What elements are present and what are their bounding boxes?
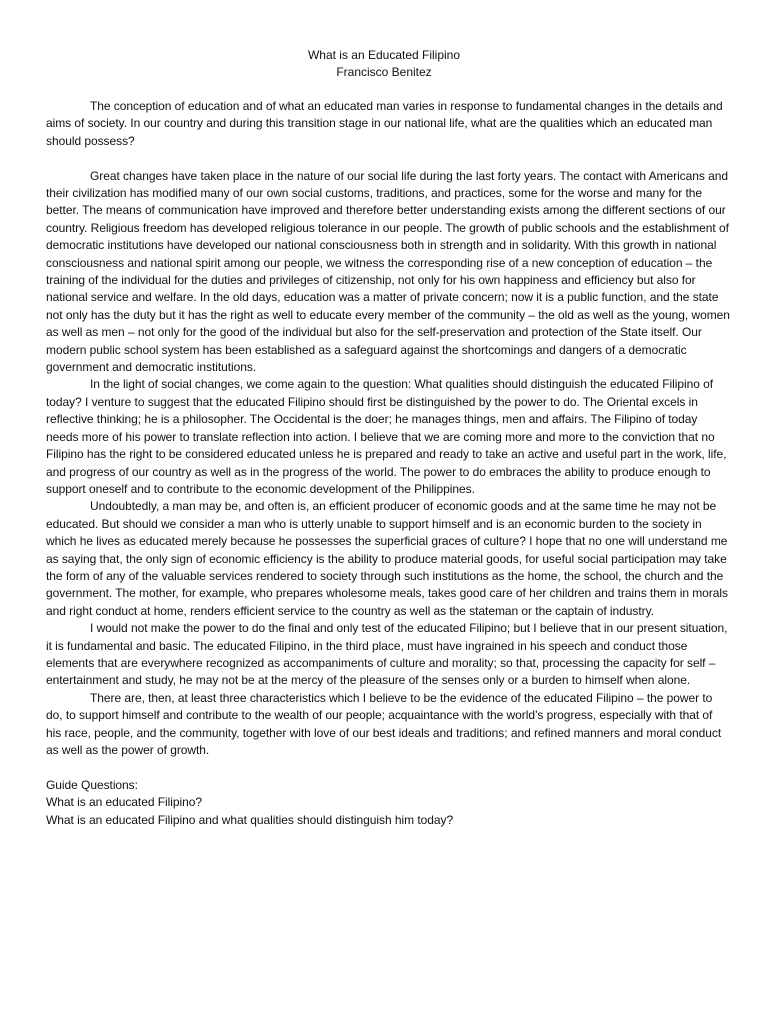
paragraph-social-changes: Great changes have taken place in the nature of our social life during the last forty years. The contact with Americans and their civilization has modified many of our own social customs, traditions, and practices, some for the worse and many for the better. The means of communication have improved and therefore better understanding exists among the different sections of our country. Religious freedom has developed religious tolerance in our people. The growth of public schools and the establishment of democratic institutions have developed our national consciousness both in strength and in solidarity. With this growth in national consciousness and national spirit among our people, we witness the corresponding rise of a new conception of education – the training of the individual for the duties and privileges of citizenship, not only for his own happiness and efficiency but also for national service and welfare. In the old days, education was a matter of private concern; now it is a public function, and the state not only has the duty but it has the right as well to educate every member of the community – the old as well as the young, women as well as men – not only for the good of the individual but also for the self-preservation and protection of the State itself. Our modern public school system has been established as a safeguard against the shortcomings and dangers of a democratic government and democratic institutions. <box>46 168 730 375</box>
guide-question: What is an educated Filipino? <box>46 795 202 810</box>
paragraph-three-characteristics: There are, then, at least three characteristics which I believe to be the evidence of the educated Filipino – the power to do, to support himself and contribute to the wealth of our people; acquaintance with the world’s progress, especially with that of his race, people, and the community, together with love of our best ideals and traditions; and refined manners and moral conduct as well as the power of growth. <box>46 690 722 758</box>
paragraph-culture-morality: I would not make the power to do the final and only test of the educated Filipino; but I believe that in our present situation, it is fundamental and basic. The educated Filipino, in the third place, must have ingrained in his speech and conduct those elements that are everywhere recognized as accompaniments of culture and morality; so that, processing the capacity for self – entertainment and study, he may not be at the mercy of the pleasure of the senses only or a burden to himself when alone. <box>46 621 728 688</box>
guide-spacer <box>46 759 730 776</box>
paragraph-economic-efficiency: Undoubtedly, a man may be, and often is, an efficient producer of economic goods and at the same time he may not be educated. But should we consider a man who is utterly unable to support himself and is an economic burden to the society in which he lives as educated merely because he possesses the superficial graces of culture? I hope that no one will understand me as saying that, the only sign of economic efficiency is the ability to produce material goods, for useful social participation may take the form of any of the valuable services rendered to society through such institutions as the home, the school, the church and the government. The mother, for example, who prepares wholesome meals, takes good care of her children and trains them in morals and right conduct at home, renders efficient service to the country as well as the stateman or the captain of industry. <box>46 499 728 618</box>
paragraph-spacer <box>46 150 730 167</box>
document-author: Francisco Benitez <box>336 65 432 79</box>
document-body <box>46 98 730 829</box>
document-header <box>0 47 768 81</box>
guide-questions-heading: Guide Questions: <box>46 777 138 792</box>
paragraph-power-to-do: In the light of social changes, we come again to the question: What qualities should distinguish the educated Filipino of today? I venture to suggest that the educated Filipino should first be distinguished by the power to do. The Oriental excels in reflective thinking; he is a philosopher. The Occidental is the doer; he manages things, men and affairs. The Filipino of today needs more of his power to translate reflection into action. I believe that we are coming more and more to the conviction that no Filipino has the right to be considered educated unless he is prepared and ready to take an active and useful part in the work, life, and progress of our country as well as in the progress of the world. The power to do embraces the ability to produce enough to support oneself and to contribute to the economic development of the Philippines. <box>46 377 727 496</box>
paragraph-intro: The conception of education and of what an educated man varies in response to fundamental changes in the details and aims of society. In our country and during this transition stage in our national life, what are the qualities which an educated man should possess? <box>46 99 723 148</box>
document-title: What is an Educated Filipino <box>307 48 461 62</box>
guide-question: What is an educated Filipino and what qualities should distinguish him today? <box>46 812 454 827</box>
